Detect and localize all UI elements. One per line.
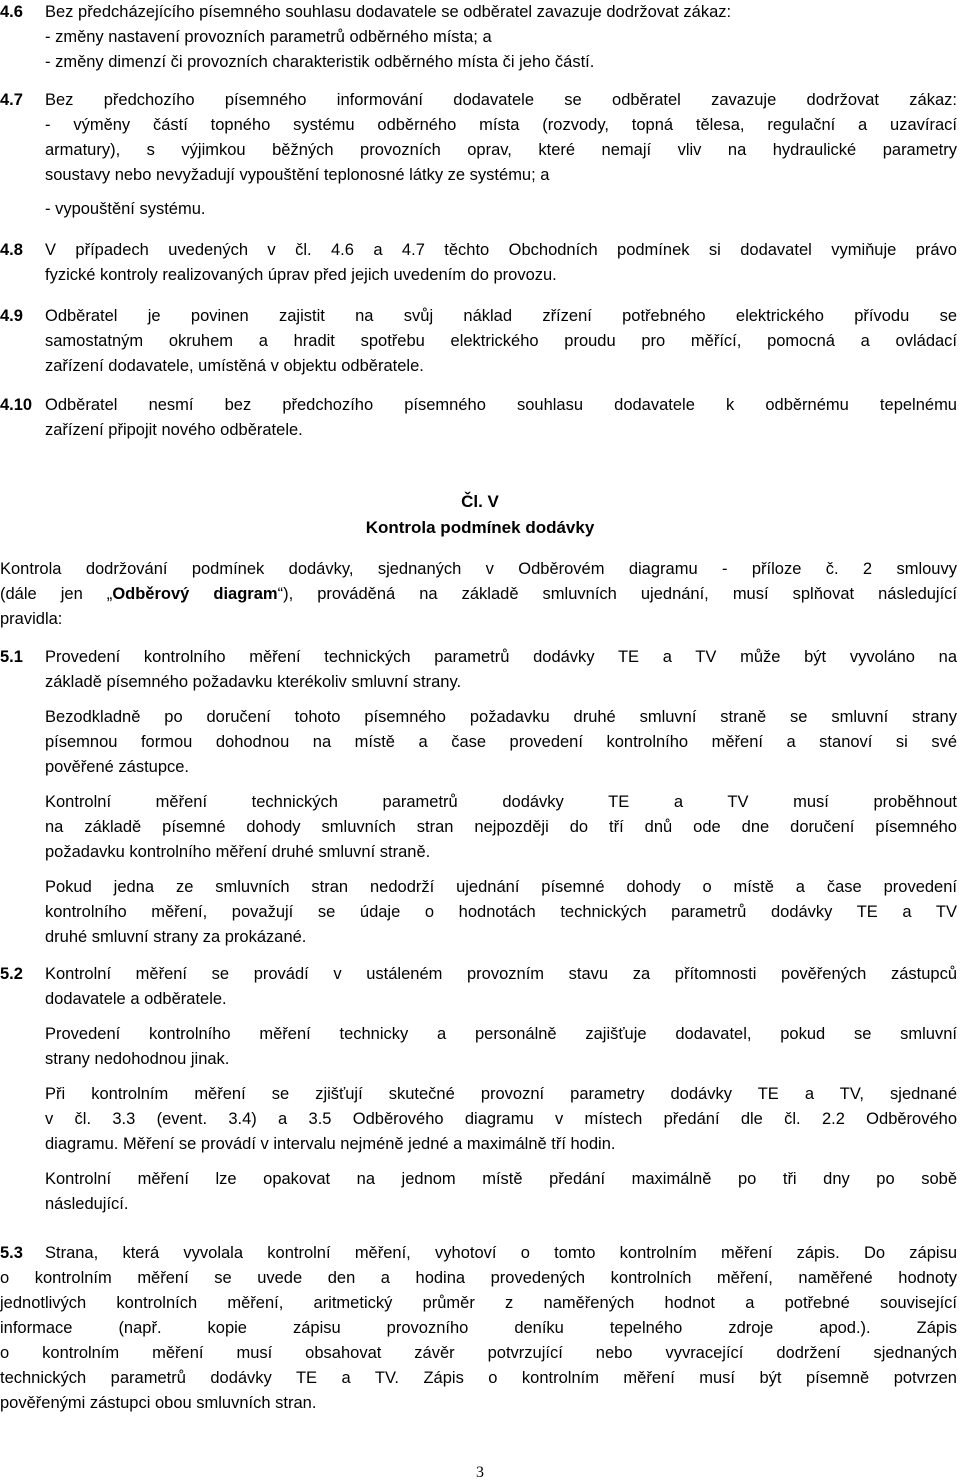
intro-paragraph: [0, 557, 957, 632]
text-line: Provedení kontrolního měření technických parametrů dodávky TE a TV může být vyvoláno na: [45, 648, 957, 666]
text-line: V případech uvedených v čl. 4.6 a 4.7 těchto Obchodních podmínek si dodavatel vymiňuje právo: [45, 241, 957, 259]
text-line: o kontrolním měření musí obsahovat závěr potvrzující nebo vyvracející dodržení sjednaných: [0, 1344, 957, 1362]
text-line: fyzické kontroly realizovaných úprav před jejich uvedením do provozu.: [45, 266, 557, 284]
text-line: jednotlivých kontrolních měření, aritmetický průměr z naměřených hodnot a potřebné související: [0, 1294, 957, 1312]
text-line: strany nedohodnou jinak.: [45, 1050, 230, 1068]
text-line: písemnou formou dohodnou na místě a čase provedení kontrolního měření a stanoví si své: [45, 733, 957, 751]
text-line: Bez předcházejícího písemného souhlasu dodavatele se odběratel zavazuje dodržovat zákaz:: [45, 3, 732, 21]
text-line: - změny dimenzí či provozních charakteristik odběrného místa či jeho částí.: [45, 53, 595, 71]
text-line: samostatným okruhem a hradit spotřebu elektrického proudu pro měřící, pomocná a ovládací: [45, 332, 957, 350]
text-line: diagramu. Měření se provádí v intervalu nejméně jedné a maximálně tří hodin.: [45, 1135, 616, 1153]
section-number: 4.8: [0, 241, 23, 259]
text-line: zařízení připojit nového odběratele.: [45, 421, 303, 439]
text-line: Strana, která vyvolala kontrolní měření, vyhotoví o tomto kontrolním měření zápis. Do zápisu: [45, 1244, 957, 1262]
text-line: soustavy nebo nevyžadují vypouštění teplonosné látky ze systému; a: [45, 166, 550, 184]
text-line: armatury), s výjimkou běžných provozních oprav, které nemají vliv na hydraulické parametry: [45, 141, 957, 159]
section-number: 5.1: [0, 648, 23, 666]
section-number: 5.3: [0, 1244, 23, 1262]
text-line: pravidla:: [0, 610, 63, 628]
text-line: Kontrolní měření se provádí v ustáleném provozním stavu za přítomnosti pověřených zástupců: [45, 965, 957, 983]
page-number: 3: [476, 1464, 484, 1481]
text-line: Bez předchozího písemného informování dodavatele se odběratel zavazuje dodržovat zákaz:: [45, 91, 957, 109]
text-line: Odběratel nesmí bez předchozího písemného souhlasu dodavatele k odběrnému tepelnému: [45, 396, 957, 414]
section-5-3-continued: [0, 1266, 957, 1416]
text-line: požadavku kontrolního měření druhé smluvní straně.: [45, 843, 431, 861]
section-number: 4.9: [0, 307, 23, 325]
text-line: druhé smluvní strany za prokázané.: [45, 928, 307, 946]
text-line: pověřenými zástupci obou smluvních stran.: [0, 1394, 317, 1412]
text-line: kontrolního měření, považují se údaje o hodnotách technických parametrů dodávky TE a TV: [45, 903, 957, 921]
text-line: - změny nastavení provozních parametrů odběrného místa; a: [45, 28, 492, 46]
text-line: - výměny částí topného systému odběrného místa (rozvody, topná tělesa, regulační a uzavírací: [45, 116, 957, 134]
article-title: Kontrola podmínek dodávky: [365, 518, 595, 537]
text-line: o kontrolním měření se uvede den a hodina provedených kontrolních měření, naměřené hodnoty: [0, 1269, 957, 1287]
section-number: 5.2: [0, 965, 23, 983]
text-line: Při kontrolním měření se zjišťují skutečné provozní parametry dodávky TE a TV, sjednané: [45, 1085, 957, 1103]
text-line: - vypouštění systému.: [45, 200, 206, 218]
text-line: v čl. 3.3 (event. 3.4) a 3.5 Odběrového diagramu v místech předání dle čl. 2.2 Odběrového: [45, 1110, 957, 1128]
text-line: informace (např. kopie zápisu provozního deníku tepelného zdroje apod.). Zápis: [0, 1319, 957, 1337]
text-line: Kontrolní měření lze opakovat na jednom místě předání maximálně po tři dny po sobě: [45, 1170, 957, 1188]
text-line: (dále jen „Odběrový diagram“), prováděná na základě smluvních ujednání, musí splňovat následující: [0, 585, 958, 603]
text-line: Odběratel je povinen zajistit na svůj náklad zřízení potřebného elektrického přívodu se: [45, 307, 957, 325]
section-number: 4.7: [0, 91, 23, 109]
text-line: Provedení kontrolního měření technicky a personálně zajišťuje dodavatel, pokud se smluvní: [45, 1025, 957, 1043]
text-line: Bezodkladně po doručení tohoto písemného požadavku druhé smluvní straně se smluvní strany: [45, 708, 957, 726]
section-number: 4.10: [0, 396, 33, 414]
text-line: technických parametrů dodávky TE a TV. Zápis o kontrolním měření musí být písemně potvrzen: [0, 1369, 957, 1387]
text-line: dodavatele a odběratele.: [45, 990, 227, 1008]
section-number: 4.6: [0, 3, 23, 21]
text-line: pověřené zástupce.: [45, 758, 190, 776]
text-line: základě písemného požadavku kterékoliv smluvní strany.: [45, 673, 462, 691]
text-line: zařízení dodavatele, umístěná v objektu odběratele.: [45, 357, 424, 375]
text-line: Kontrola dodržování podmínek dodávky, sjednaných v Odběrovém diagramu - příloze č. 2 smlouvy: [0, 560, 957, 578]
article-heading: Čl. V: [461, 492, 499, 511]
text-line: následující.: [45, 1195, 129, 1213]
text-line: Kontrolní měření technických parametrů dodávky TE a TV musí proběhnout: [45, 793, 957, 811]
defined-term: Odběrový diagram: [112, 585, 278, 603]
text-line: na základě písemné dohody smluvních stran nejpozději do tří dnů ode dne doručení písemného: [45, 818, 957, 836]
text-line: Pokud jedna ze smluvních stran nedodrží ujednání písemné dohody o místě a čase provedení: [45, 878, 957, 896]
